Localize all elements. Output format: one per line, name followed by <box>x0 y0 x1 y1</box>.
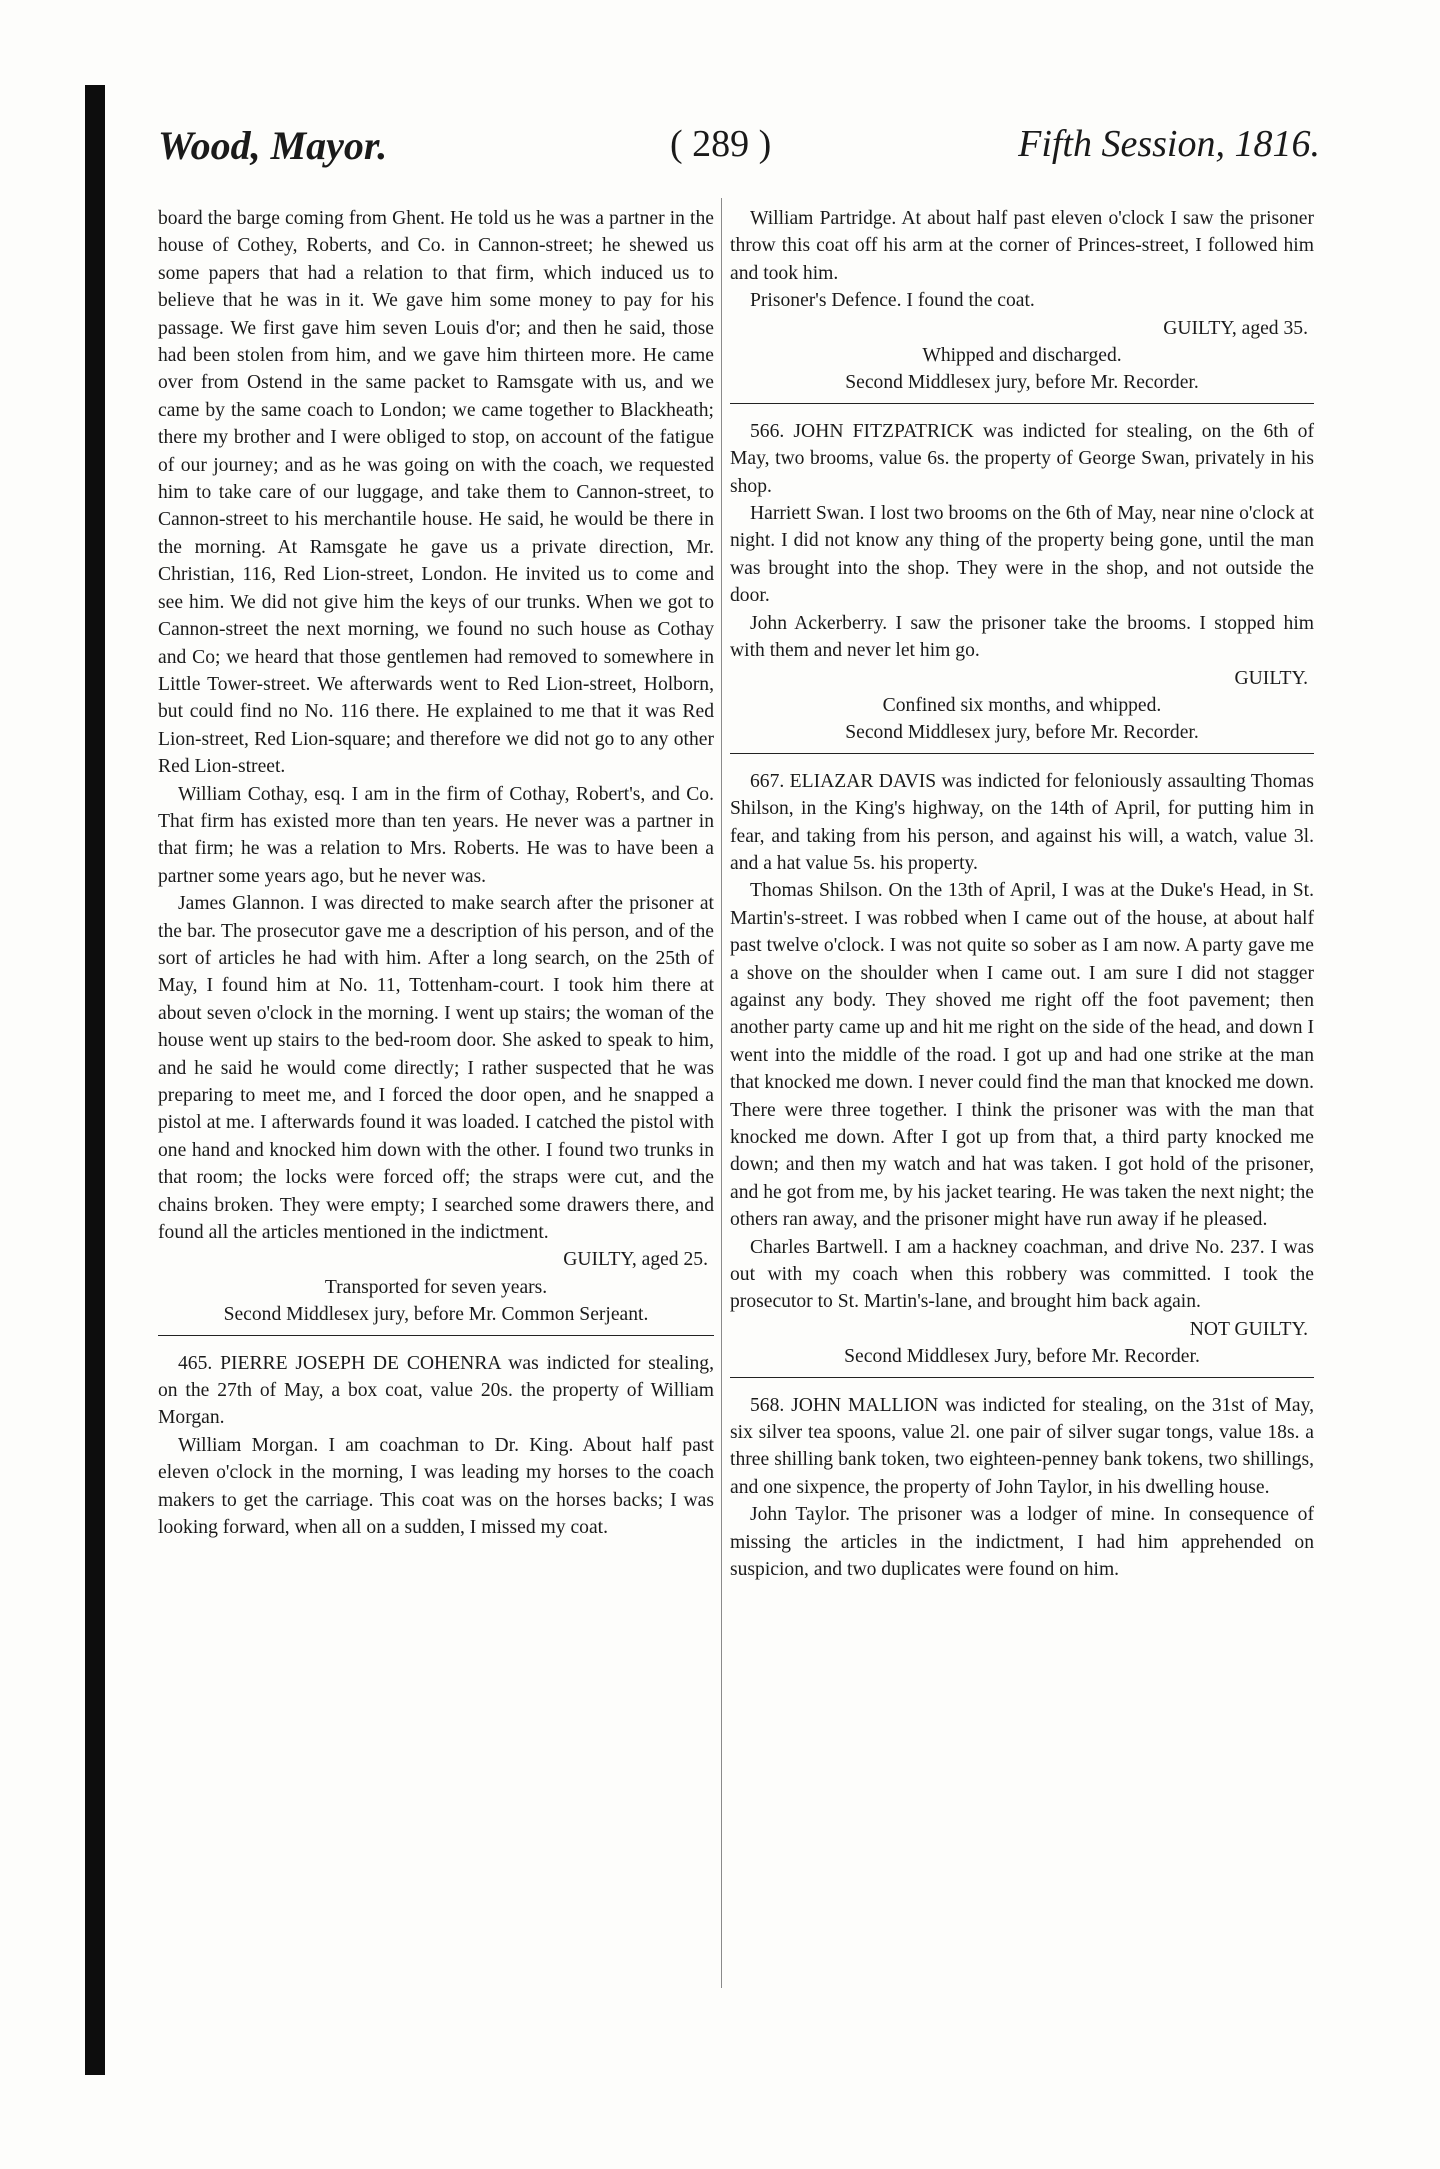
testimony-paragraph: Harriett Swan. I lost two brooms on the 6th of May, near nine o'clock at night. I did not know any thing of the property being gone, until the man was brought into the shop. They were in the shop, and not outside the door. <box>730 503 1314 607</box>
sentence: Whipped and discharged. <box>922 345 1122 367</box>
testimony-paragraph: William Partridge. At about half past eleven o'clock I saw the prisoner throw this coat off his arm at the corner of Princes-street, I followed him and took him. <box>730 208 1314 284</box>
left-column <box>158 205 714 1542</box>
verdict: GUILTY. <box>1234 667 1308 689</box>
testimony-paragraph: Thomas Shilson. On the 13th of April, I was at the Duke's Head, in St. Martin's-street. I was robbed when I came out of the house, at about half past twelve o'clock. I was not quite so sober as I am now. A party gave me a shove on the shoulder when I came out. I am sure I did not stagger against any body. They shoved me right off the foot pavement; then another party came up and hit me right on the side of the head, and down I went into the middle of the road. I got up and had one strike at the man that knocked me down. I never could find the man that knocked me down. There were three together. I think the prisoner was with the man that knocked me down. After I got up from that, a third party knocked me down; and then my watch and hat was taken. I got hold of the prisoner, and he got from me, by his jacket tearing. He was taken the next night; the others ran away, and the prisoner might have run away if he pleased. <box>730 880 1314 1231</box>
sentence: Confined six months, and whipped. <box>882 694 1162 716</box>
case-heading: 566. JOHN FITZPATRICK was indicted for stealing, on the 6th of May, two brooms, value 6s. the property of George Swan, privately in his shop. <box>730 420 1314 497</box>
case-separator <box>730 403 1314 404</box>
testimony-paragraph: William Cothay, esq. I am in the firm of Cothay, Robert's, and Co. That firm has existed more than ten years. He never was a partner in that firm; he was a relation to Mrs. Roberts. He was to have been a partner some years ago, but he never was. <box>158 783 714 887</box>
header-mayor: Wood, Mayor. <box>158 123 388 168</box>
testimony-paragraph: board the barge coming from Ghent. He told us he was a partner in the house of Cothey, Roberts, and Co. in Cannon-street; he shewed us some papers that had a relation to that firm, which induced us to believe that he was in it. We gave him some money to pay for his passage. We first gave him seven Louis d'or; and then he said, those had been stolen from him, and we gave him thirteen more. He came over from Ostend in the same packet to Ramsgate with us, and we came by the same coach to London; we came together to Blackheath; there my brother and I were obliged to stop, on account of the fatigue of our journey; and as he was going on with the coach, we requested him to take care of our luggage, and take them to Cannon-street, to Cannon-street to his merchantile house. He said, he would be there in the morning. At Ramsgate he gave us a private direction, Mr. Christian, 116, Red Lion-street, London. He invited us to come and see him. We did not give him the keys of our trunks. When we got to Cannon-street the next morning, we found no such house as Cothay and Co; we heard that those gentlemen had removed to somewhere in Little Tower-street. We afterwards went to Red Lion-street, Holborn, but could find no No. 116 there. He explained to me that it was Red Lion-street, Red Lion-square; and therefore we did not go to any other Red Lion-street. <box>158 208 714 778</box>
sentence: Transported for seven years. <box>324 1276 548 1298</box>
case-separator <box>730 1377 1314 1378</box>
defence-paragraph: Prisoner's Defence. I found the coat. <box>750 290 1035 312</box>
header-session: Fifth Session, 1816. <box>1018 123 1320 165</box>
case-heading: 465. PIERRE JOSEPH DE COHENRA was indicted for stealing, on the 27th of May, a box coat, value 20s. the property of William Morgan. <box>158 1352 714 1429</box>
case-separator <box>730 753 1314 754</box>
page-binding-edge <box>85 85 105 2075</box>
right-column <box>730 205 1314 1584</box>
column-divider <box>721 198 722 1988</box>
case-heading: 568. JOHN MALLION was indicted for stealing, on the 31st of May, six silver tea spoons, value 2l. one pair of silver sugar tongs, value 18s. a three shilling bank token, two eighteen-penney bank tokens, two shillings, and one sixpence, the property of John Taylor, in his dwelling house. <box>730 1394 1314 1498</box>
verdict: GUILTY, aged 25. <box>563 1249 708 1271</box>
verdict: GUILTY, aged 35. <box>1163 317 1308 339</box>
page-number: ( 289 ) <box>670 123 772 165</box>
testimony-paragraph: John Ackerberry. I saw the prisoner take the brooms. I stopped him with them and never let him go. <box>730 612 1314 662</box>
case-heading: 667. ELIAZAR DAVIS was indicted for feloniously assaulting Thomas Shilson, in the King's highway, on the 14th of April, for putting him in fear, and taking from his person, and against his will, a watch, value 3l. and a hat value 5s. his property. <box>730 770 1314 874</box>
jury-note: Second Middlesex jury, before Mr. Common Serjeant. <box>223 1304 649 1326</box>
jury-note: Second Middlesex jury, before Mr. Recorder. <box>845 372 1199 394</box>
testimony-paragraph: William Morgan. I am coachman to Dr. King. About half past eleven o'clock in the morning, I was leading my horses to the coach makers to get the carriage. This coat was on the horses backs; I was looking forward, when all on a sudden, I missed my coat. <box>158 1434 714 1539</box>
case-separator <box>158 1335 714 1336</box>
jury-note: Second Middlesex Jury, before Mr. Recorder. <box>844 1346 1200 1368</box>
running-header <box>150 118 1320 178</box>
jury-note: Second Middlesex jury, before Mr. Recorder. <box>845 722 1199 744</box>
testimony-paragraph: Charles Bartwell. I am a hackney coachman, and drive No. 237. I was out with my coach when this robbery was committed. I took the prosecutor to St. Martin's-lane, and brought him back again. <box>730 1236 1314 1313</box>
testimony-paragraph: James Glannon. I was directed to make search after the prisoner at the bar. The prosecutor gave me a description of his person, and of the sort of articles he had with him. After a long search, on the 25th of May, I found him at No. 11, Tottenham-court. I took him there at about seven o'clock in the morning. I went up stairs; the woman of the house went up stairs to the bed-room door. She asked to speak to him, and he said he would come directly; I rather suspected that he was preparing to meet me, and I forced the door open, and he snapped a pistol at me. I afterwards found it was loaded. I catched the pistol with one hand and knocked him down with the other. I found two trunks in that room; the locks were forced off; the straps were cut, and the chains broken. They were empty; I searched some drawers there, and found all the articles mentioned in the indictment. <box>158 893 714 1244</box>
testimony-paragraph: John Taylor. The prisoner was a lodger of mine. In consequence of missing the articles in the indictment, I had him apprehended on suspicion, and two duplicates were found on him. <box>730 1504 1314 1581</box>
verdict: NOT GUILTY. <box>1189 1318 1308 1340</box>
